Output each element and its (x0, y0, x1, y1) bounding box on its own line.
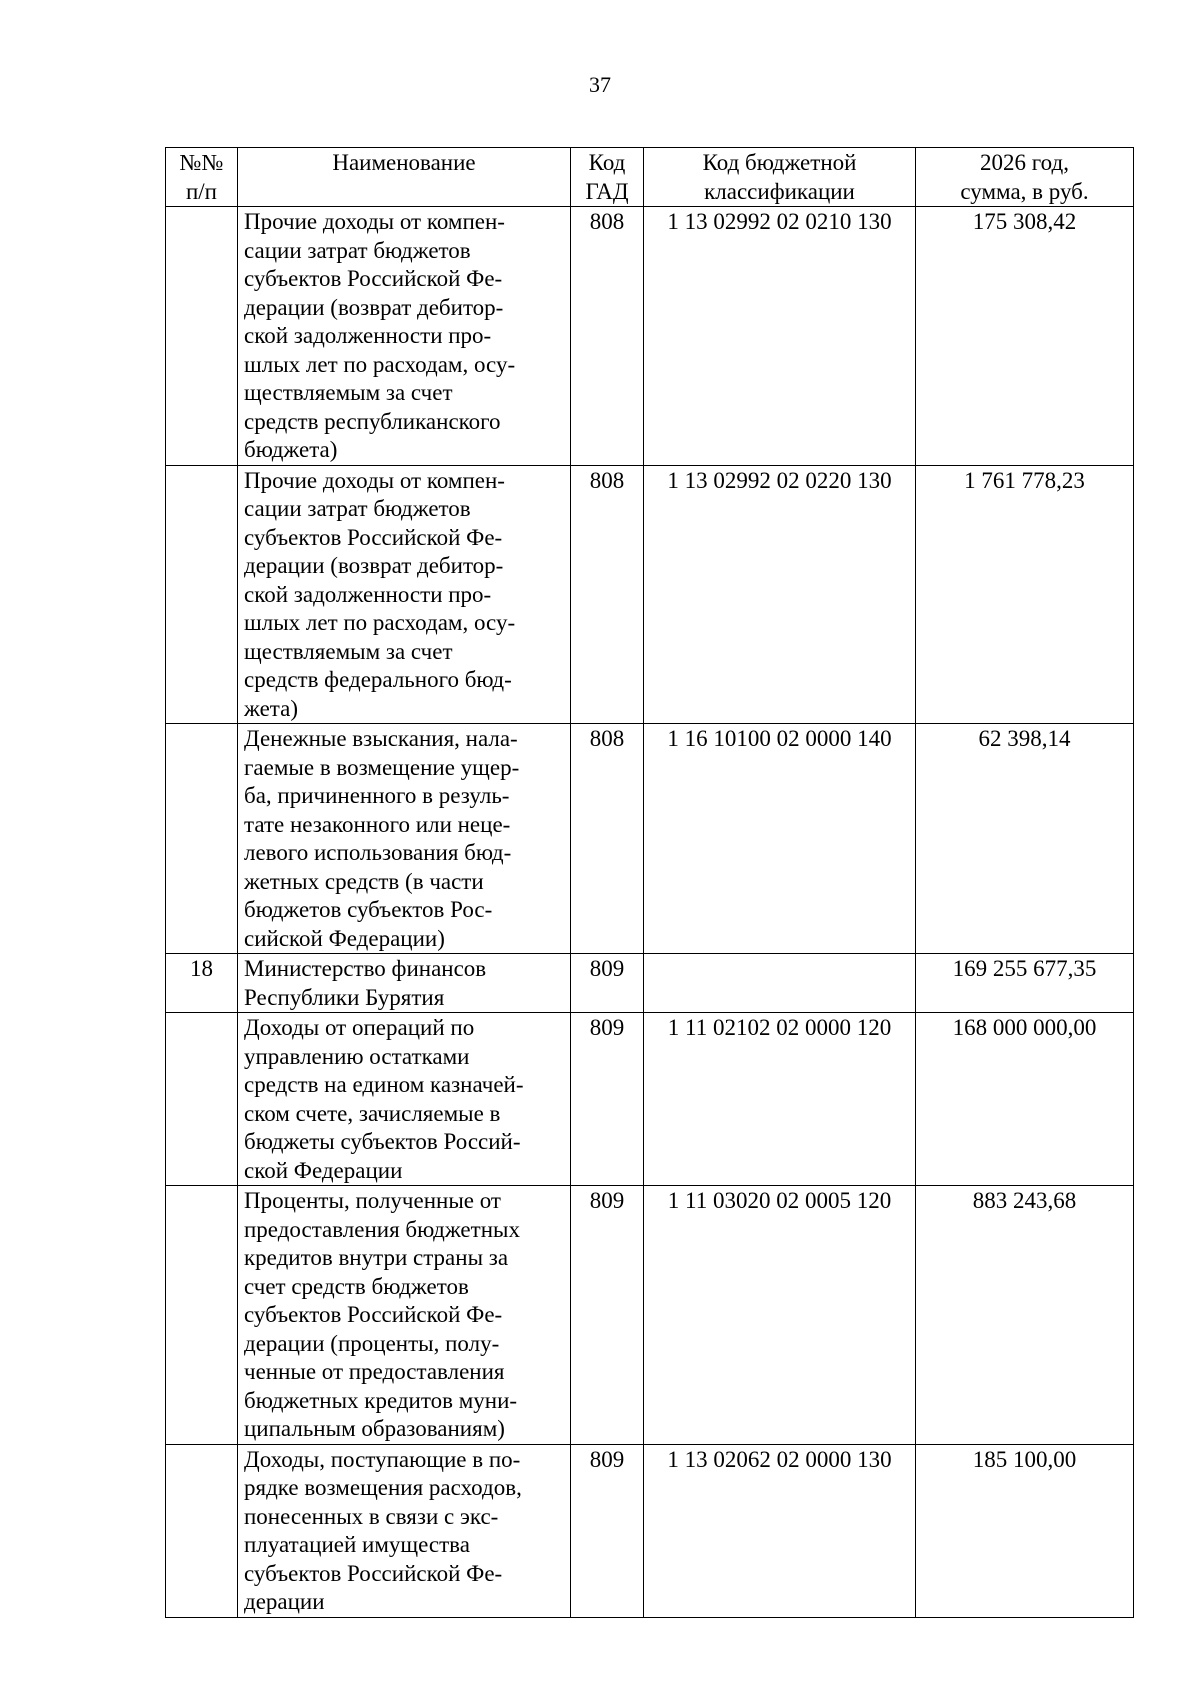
row-name-line: субъектов Российской Фе- (244, 1560, 503, 1586)
row-name-line: шлых лет по расходам, осу- (244, 351, 516, 377)
row-name-line: субъектов Российской Фе- (244, 524, 503, 550)
row-number (166, 465, 238, 724)
row-budget-code (644, 954, 916, 1013)
row-name-line: плуатацией имущества (244, 1532, 470, 1557)
row-name-line: сации затрат бюджетов (244, 237, 471, 263)
row-name-line: Денежные взыскания, нала- (244, 726, 518, 751)
row-name-line: сийской Федерации) (244, 925, 445, 951)
row-name (238, 954, 571, 1013)
row-budget-code: 1 11 03020 02 0005 120 (644, 1186, 916, 1445)
row-name-line: жетных средств (в части (244, 868, 484, 894)
row-gad-code: 808 (571, 207, 644, 466)
row-name-line: управлению остатками (244, 1043, 470, 1069)
row-number: 18 (166, 954, 238, 1013)
row-number (166, 724, 238, 954)
row-name-line: Министерство финансов (244, 956, 487, 981)
row-name (238, 465, 571, 724)
row-name-line: Прочие доходы от компен- (244, 209, 505, 234)
header-name (238, 148, 571, 207)
row-name-line: Проценты, полученные от (244, 1188, 501, 1213)
row-name-line: ской задолженности про- (244, 323, 492, 348)
row-name-line: субъектов Российской Фе- (244, 1302, 503, 1327)
table-row (166, 954, 1134, 1013)
row-amount: 185 100,00 (916, 1444, 1134, 1617)
row-name-line: дерации (244, 1589, 325, 1614)
header-num-line: №№ (179, 150, 224, 175)
row-name-line: дерации (возврат дебитор- (244, 553, 504, 578)
row-budget-code: 1 13 02992 02 0220 130 (644, 465, 916, 724)
table-row (166, 1444, 1134, 1617)
row-name-line: счет средств бюджетов (244, 1273, 469, 1299)
row-amount: 168 000 000,00 (916, 1013, 1134, 1186)
row-name-line: тате незаконного или неце- (244, 811, 511, 837)
row-name-line: рядке возмещения расходов, (244, 1475, 522, 1500)
row-name-line: бюджетов субъектов Рос- (244, 897, 493, 922)
row-number (166, 1444, 238, 1617)
header-sum-line: 2026 год, (980, 150, 1069, 175)
row-number (166, 207, 238, 466)
row-gad-code: 809 (571, 1013, 644, 1186)
row-amount: 175 308,42 (916, 207, 1134, 466)
table-row (166, 207, 1134, 466)
header-kbk-line: классификации (704, 178, 855, 204)
row-amount: 883 243,68 (916, 1186, 1134, 1445)
row-name-line: ципальным образованиям) (244, 1416, 505, 1441)
row-name-line: Прочие доходы от компен- (244, 467, 505, 493)
table-row (166, 1013, 1134, 1186)
row-amount: 169 255 677,35 (916, 954, 1134, 1013)
header-sum-line: сумма, в руб. (960, 178, 1089, 204)
header-num-line: п/п (185, 178, 217, 204)
row-name-line: сации затрат бюджетов (244, 496, 471, 521)
row-name-line: бюджетных кредитов муни- (244, 1387, 518, 1413)
row-name (238, 724, 571, 954)
row-name-line: дерации (проценты, полу- (244, 1330, 500, 1356)
row-name-line: бюджета) (244, 437, 338, 462)
row-name-line: дерации (возврат дебитор- (244, 294, 504, 320)
header-gad (571, 148, 644, 207)
row-name-line: ществляемым за счет (244, 638, 453, 664)
row-name-line: предоставления бюджетных (244, 1216, 520, 1242)
page-number: 37 (589, 72, 611, 97)
row-name-line: субъектов Российской Фе- (244, 266, 503, 291)
row-name-line: ской задолженности про- (244, 581, 492, 607)
header-kbk-line: Код бюджетной (702, 150, 857, 175)
row-budget-code: 1 13 02062 02 0000 130 (644, 1444, 916, 1617)
row-name-line: средств на едином казначей- (244, 1072, 524, 1097)
header-num (166, 148, 238, 207)
row-name-line: левого использования бюд- (244, 840, 512, 865)
table-row (166, 465, 1134, 724)
row-name-line: средств федерального бюд- (244, 667, 512, 692)
row-name-line: Доходы от операций по (244, 1015, 475, 1040)
table-row (166, 1186, 1134, 1445)
row-name-line: кредитов внутри страны за (244, 1245, 509, 1270)
row-gad-code: 808 (571, 724, 644, 954)
header-sum (916, 148, 1134, 207)
row-number (166, 1013, 238, 1186)
header-gad-line: ГАД (585, 178, 629, 204)
header-kbk (644, 148, 916, 207)
row-gad-code: 808 (571, 465, 644, 724)
row-name (238, 1444, 571, 1617)
table-header-row (166, 148, 1134, 207)
row-gad-code: 809 (571, 1444, 644, 1617)
row-name-line: ском счете, зачисляемые в (244, 1100, 501, 1126)
row-name-line: гаемые в возмещение ущер- (244, 754, 520, 780)
row-budget-code: 1 13 02992 02 0210 130 (644, 207, 916, 466)
row-name-line: Доходы, поступающие в по- (244, 1446, 521, 1472)
row-name (238, 1013, 571, 1186)
row-name-line: средств республиканского (244, 408, 501, 434)
row-gad-code: 809 (571, 1186, 644, 1445)
row-gad-code: 809 (571, 954, 644, 1013)
row-name-line: ченные от предоставления (244, 1359, 505, 1384)
row-name-line: жета) (244, 695, 298, 721)
header-gad-line: Код (588, 150, 626, 175)
revenue-table (165, 147, 1134, 1618)
row-name-line: понесенных в связи с экс- (244, 1503, 499, 1529)
row-amount: 62 398,14 (916, 724, 1134, 954)
row-name-line: ба, причиненного в резуль- (244, 783, 510, 808)
row-name-line: ской Федерации (244, 1157, 403, 1183)
row-amount: 1 761 778,23 (916, 465, 1134, 724)
row-name (238, 207, 571, 466)
row-budget-code: 1 16 10100 02 0000 140 (644, 724, 916, 954)
table-row (166, 724, 1134, 954)
row-name-line: Республики Бурятия (244, 984, 445, 1010)
header-name-line: Наименование (332, 150, 476, 175)
row-name-line: бюджеты субъектов Россий- (244, 1129, 521, 1154)
row-name-line: ществляемым за счет (244, 380, 453, 405)
row-number (166, 1186, 238, 1445)
row-name (238, 1186, 571, 1445)
row-budget-code: 1 11 02102 02 0000 120 (644, 1013, 916, 1186)
row-name-line: шлых лет по расходам, осу- (244, 610, 516, 635)
